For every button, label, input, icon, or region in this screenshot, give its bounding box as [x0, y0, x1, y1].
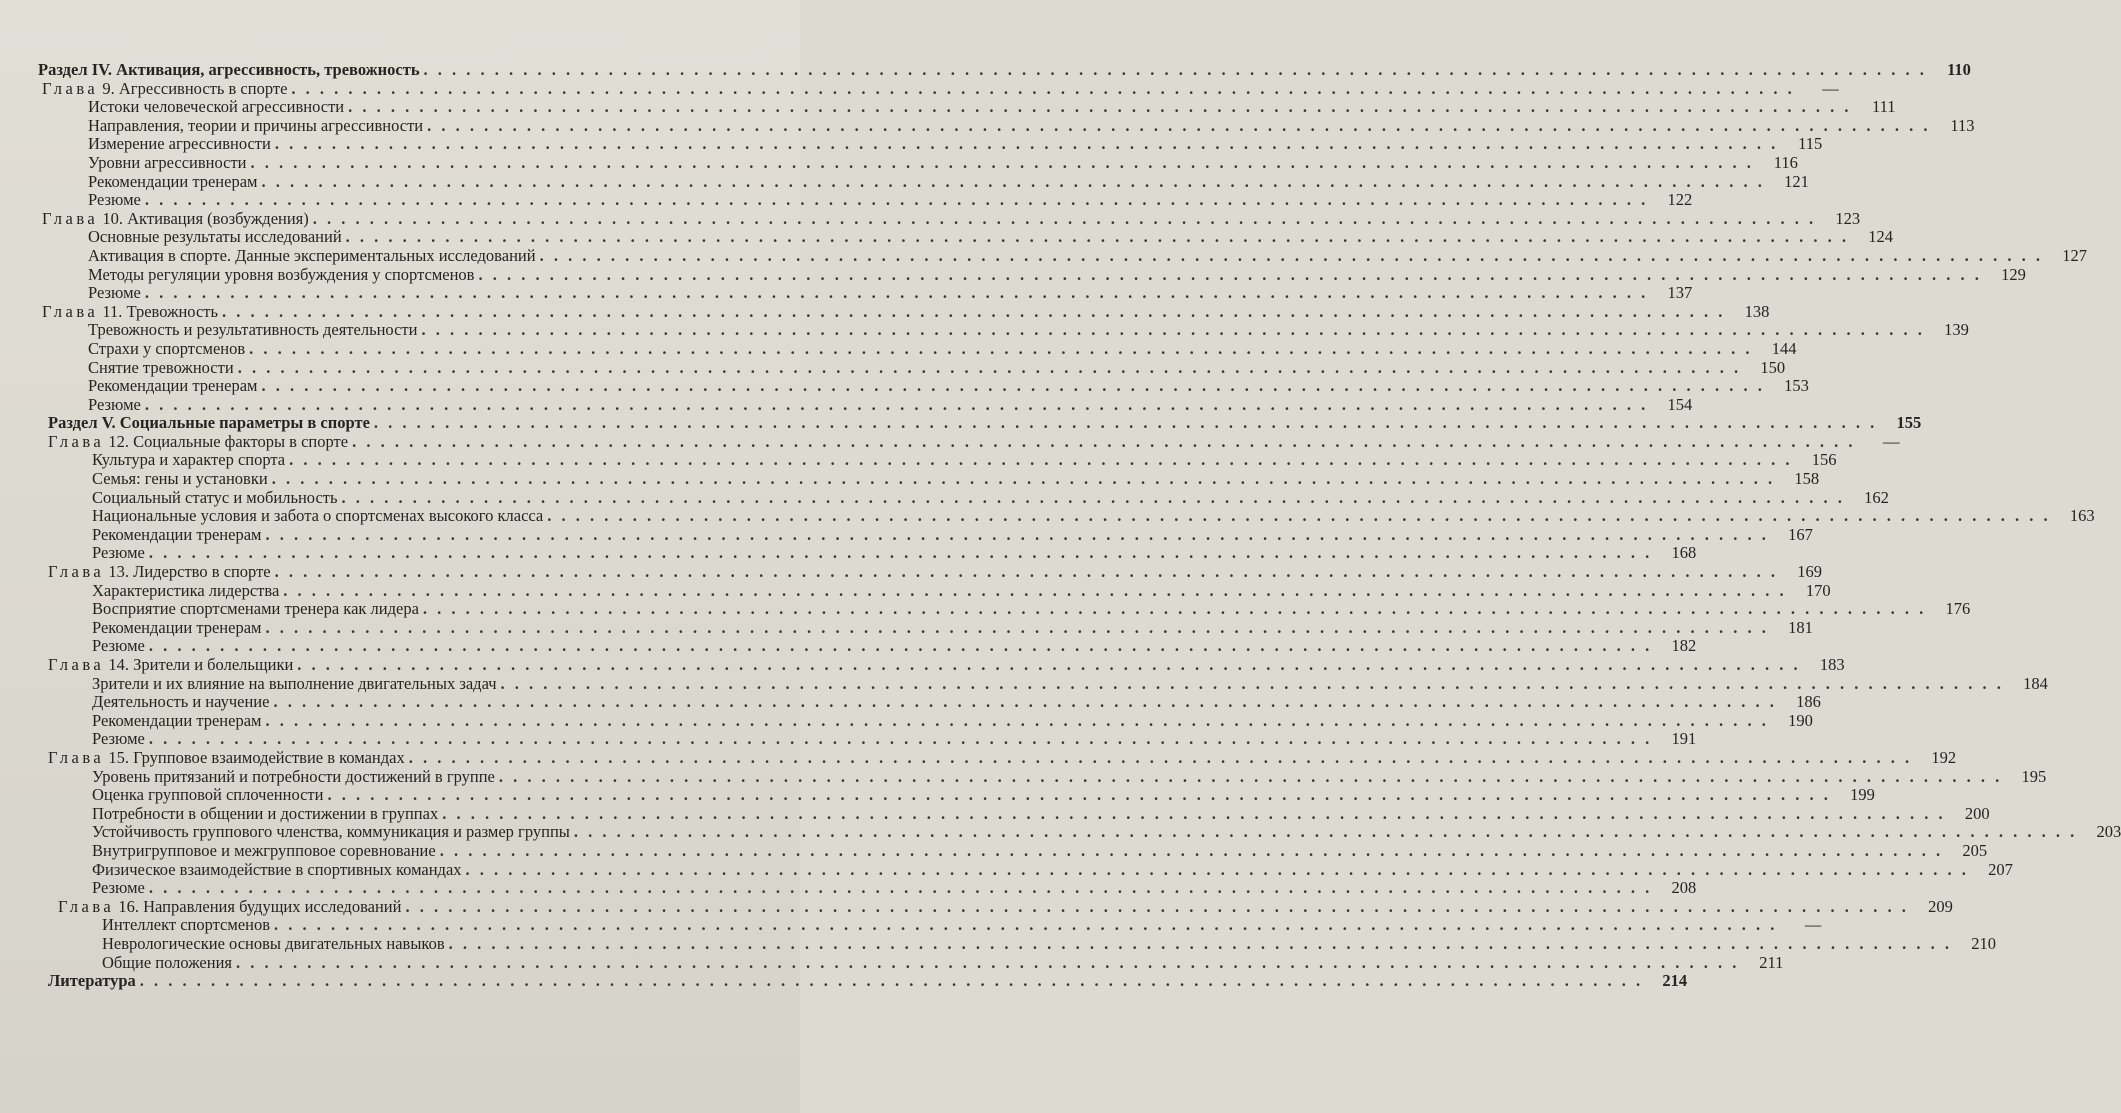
toc-item-row [38, 580, 1831, 601]
toc-entry-title: Устойчивость группового членства, коммуникация и размер группы [92, 822, 570, 842]
dot-leader [297, 656, 1800, 675]
dot-leader [265, 619, 1768, 638]
toc-page-number: 183 [1819, 655, 1845, 674]
dot-leader [149, 730, 1652, 749]
toc-item-row [38, 376, 1809, 396]
dot-leader [265, 712, 1768, 731]
toc-entry-title: Деятельность и научение [92, 692, 270, 712]
dot-leader [499, 768, 2002, 787]
toc-entry-title: Резюме [92, 636, 145, 656]
toc-entry-title: Оценка групповой сплоченности [92, 785, 324, 805]
chapter-label: Глава [42, 301, 99, 321]
toc-item-row [38, 227, 1894, 247]
toc-page-number: 191 [1671, 729, 1697, 749]
chapter-label: Глава [48, 431, 105, 451]
toc-chapter-row [38, 431, 1900, 452]
toc-item-row [38, 394, 1693, 415]
toc-page-number: 192 [1931, 747, 1957, 767]
toc-item-row [38, 710, 1813, 731]
toc-entry-title: Литература [48, 971, 136, 991]
toc-item-row [38, 245, 2087, 266]
toc-entry-title: Семья: гены и установки [92, 469, 268, 489]
toc-entry-title: Характеристика лидерства [92, 580, 280, 600]
toc-entry-title: Основные результаты исследований [88, 227, 342, 247]
dot-leader [145, 396, 1648, 415]
dot-leader [346, 228, 1849, 247]
toc-chapter-row [38, 208, 1861, 229]
toc-entry-title: Национальные условия и забота о спортсменах высокого класса [92, 506, 544, 526]
toc-entry-title: Раздел V. Социальные параметры в спорте [48, 413, 370, 433]
toc-page-number: 115 [1798, 134, 1823, 154]
toc-page-number: 190 [1788, 710, 1813, 730]
toc-entry-title: Уровни агрессивности [88, 152, 247, 172]
dot-leader [449, 935, 1952, 954]
toc-page-number: 168 [1671, 543, 1697, 563]
dot-leader [427, 117, 1930, 136]
chapter-title: 11. Тревожность [98, 301, 219, 321]
chapter-label: Глава [58, 896, 115, 916]
dot-leader [265, 526, 1768, 545]
toc-chapter-row [38, 78, 1839, 99]
dot-leader [423, 600, 1926, 619]
toc-page-number: — [1822, 78, 1839, 98]
toc-entry-title: Резюме [92, 729, 145, 749]
toc-entry-title: Социальный статус и мобильность [92, 487, 338, 507]
toc-entry-title: Потребности в общении и достижении в группах [92, 803, 439, 823]
toc-entry-title [42, 80, 287, 99]
toc-page-number: 116 [1773, 152, 1798, 172]
toc-page-number: 184 [2023, 673, 2048, 693]
chapter-label: Глава [42, 78, 99, 98]
chapter-title: 15. Групповое взаимодействие в командах [104, 747, 405, 767]
toc-page-number: 155 [1896, 413, 1922, 433]
toc-page-number: 181 [1788, 617, 1813, 637]
toc-entry-title [42, 210, 309, 229]
toc-item-row [38, 543, 1697, 563]
toc-entry-title: Тревожность и результативность деятельности [88, 320, 418, 340]
dot-leader [478, 266, 1981, 285]
toc-entry-title: Уровень притязаний и потребности достижений в группе [92, 766, 495, 786]
dot-leader [249, 340, 1752, 359]
toc-page-number: 209 [1928, 896, 1953, 916]
toc-item-row [38, 190, 1693, 210]
toc-page-number: 208 [1671, 878, 1697, 898]
toc-page-number: 176 [1945, 599, 1971, 619]
toc-item-row [38, 915, 1822, 935]
toc-entry-title: Интеллект спортсменов [102, 915, 271, 935]
toc-entry-title [42, 303, 218, 322]
toc-entry-title: Зрители и их влияние на выполнение двигательных задач [92, 673, 497, 693]
toc-entry-title: Резюме [92, 878, 145, 898]
toc-item-row [38, 859, 2013, 880]
chapter-title: 16. Направления будущих исследований [114, 896, 402, 916]
dot-leader [421, 321, 1924, 340]
toc-item-row [38, 636, 1697, 656]
chapter-title: 13. Лидерство в спорте [104, 562, 271, 582]
toc-page-number: 182 [1671, 636, 1697, 656]
toc-page-number: 129 [2001, 264, 2026, 284]
chapter-title: 12. Социальные факторы в спорте [104, 431, 349, 451]
dot-leader [466, 861, 1969, 880]
toc-item-row [38, 487, 1889, 508]
toc-entry-title [58, 898, 401, 917]
toc-entry-title [48, 656, 293, 675]
dot-leader [145, 191, 1648, 210]
chapter-label: Глава [48, 655, 105, 674]
toc-entry-title: Физическое взаимодействие в спортивных командах [92, 859, 462, 879]
toc-page-number: 205 [1962, 840, 1988, 860]
dot-leader [251, 154, 1754, 173]
dot-leader [440, 842, 1943, 861]
toc-item-row [38, 283, 1693, 303]
toc-page-number: 154 [1667, 394, 1693, 414]
toc-chapter-row [38, 301, 1770, 322]
toc-entry-title: Рекомендации тренерам [88, 376, 258, 396]
toc-entry-title [48, 749, 405, 768]
toc-entry-title: Неврологические основы двигательных навыков [102, 933, 445, 953]
toc-item-row [38, 469, 1820, 489]
toc-entry-title: Резюме [92, 543, 145, 563]
toc-entry-title: Резюме [88, 283, 141, 303]
chapter-label: Глава [42, 208, 99, 228]
toc-item-row [38, 134, 1823, 154]
dot-leader [327, 786, 1830, 805]
dot-leader [405, 898, 1908, 917]
dot-leader [348, 98, 1851, 117]
toc-item-row [38, 803, 1990, 824]
toc-page-number: 195 [2021, 766, 2047, 786]
toc-page-number: 113 [1950, 115, 1975, 135]
toc-entry-title: Рекомендации тренерам [92, 710, 262, 730]
toc-item-row [38, 952, 1784, 973]
toc-page-number: 137 [1667, 283, 1693, 303]
toc-item-row [38, 115, 1975, 136]
toc-item-row [38, 673, 2048, 694]
toc-page-number: 163 [2069, 506, 2095, 526]
toc-item-row [38, 524, 1813, 545]
dot-leader [149, 879, 1652, 898]
toc-entry-title: Рекомендации тренерам [88, 171, 258, 191]
toc-item-row [38, 97, 1896, 117]
toc-item-row [38, 599, 1971, 619]
toc-item-row [38, 617, 1813, 638]
toc-item-row [38, 171, 1809, 192]
toc-item-row [38, 729, 1697, 749]
dot-leader [275, 135, 1778, 154]
toc-page-number: 158 [1794, 469, 1820, 489]
toc-page-number: 139 [1944, 320, 1969, 340]
toc-page-number: 127 [2062, 245, 2087, 265]
toc-page-number: 210 [1971, 933, 1996, 953]
toc-chapter-row [38, 562, 1822, 582]
toc-entry-title: Рекомендации тренерам [92, 524, 262, 544]
toc-item-row [38, 840, 1988, 861]
toc-page-number: 203 [2096, 822, 2121, 842]
toc-entry-title: Культура и характер спорта [92, 450, 286, 470]
dot-leader [238, 359, 1741, 378]
dot-leader [540, 247, 2043, 266]
toc-page-number: 199 [1850, 785, 1875, 805]
dot-leader [145, 284, 1648, 303]
toc-page-number: 200 [1964, 803, 1990, 823]
toc-entry-title: Внутригрупповое и межгрупповое соревнование [92, 840, 436, 860]
chapter-title: 10. Активация (возбуждения) [98, 208, 309, 228]
dot-leader [261, 173, 1764, 192]
toc-entry-title: Направления, теории и причины агрессивности [88, 115, 424, 135]
toc-entry-title: Снятие тревожности [88, 357, 234, 377]
toc-entry-title: Активация в спорте. Данные экспериментальных исследований [88, 245, 536, 265]
dot-leader [313, 210, 1816, 229]
dot-leader [409, 749, 1912, 768]
dot-leader [149, 637, 1652, 656]
dot-leader [273, 693, 1776, 712]
dot-leader [342, 489, 1845, 508]
dot-leader [442, 805, 1945, 824]
toc-page-number: 162 [1864, 487, 1889, 507]
toc-entry-title: Раздел IV. Активация, агрессивность, тревожность [38, 60, 420, 79]
toc-page-number: 110 [1947, 60, 1971, 79]
toc-section-row [38, 413, 1922, 433]
dot-leader [424, 61, 1927, 80]
toc-entry-title: Рекомендации тренерам [92, 617, 262, 637]
dot-leader [374, 414, 1877, 433]
toc-page-number: 122 [1667, 190, 1693, 210]
toc-page-number: — [1882, 431, 1900, 451]
toc-entry-title: Измерение агрессивности [88, 134, 271, 154]
toc-chapter-row [38, 896, 1953, 917]
dot-leader [272, 470, 1775, 489]
toc-entry-title [48, 563, 271, 582]
toc-item-row [38, 766, 2047, 787]
toc-section-row [38, 60, 1971, 80]
dot-leader [261, 377, 1764, 396]
toc-page-number: 111 [1871, 97, 1896, 117]
toc-page-number: 156 [1811, 450, 1837, 470]
toc-page-number: 207 [1988, 859, 2013, 879]
toc-chapter-row [38, 655, 1845, 675]
dot-leader [222, 303, 1725, 322]
toc-page-number: 150 [1760, 357, 1786, 377]
toc-page-number: 153 [1784, 376, 1809, 396]
toc-entry-title: Общие положения [102, 952, 232, 972]
toc-item-row [38, 320, 1969, 340]
toc-page-number: 167 [1788, 524, 1813, 544]
dot-leader [140, 972, 1643, 991]
toc-item-row [38, 878, 1697, 898]
chapter-label: Глава [48, 747, 105, 767]
toc-section-row [38, 971, 1688, 991]
dot-leader [501, 675, 2004, 694]
chapter-title: 9. Агрессивность в спорте [98, 78, 288, 98]
toc-item-row [38, 450, 1837, 470]
dot-leader [149, 544, 1652, 563]
toc-entry-title: Методы регуляции уровня возбуждения у спортсменов [88, 264, 475, 284]
dot-leader [291, 80, 1794, 99]
dot-leader [275, 563, 1778, 582]
toc-page-number: 214 [1662, 971, 1688, 991]
dot-leader [236, 954, 1739, 973]
toc-item-row [38, 785, 1875, 805]
toc-entry-title: Восприятие спортсменами тренера как лидера [92, 599, 419, 619]
toc-page-number: 121 [1784, 171, 1809, 191]
table-of-contents [38, 60, 2121, 991]
dot-leader [547, 507, 2050, 526]
toc-page-number: 123 [1835, 208, 1861, 228]
dot-leader [283, 582, 1786, 601]
toc-page-number: 144 [1771, 338, 1797, 358]
toc-item-row [38, 506, 2095, 526]
toc-page-number: — [1804, 915, 1822, 935]
toc-item-row [38, 692, 1821, 712]
toc-item-row [38, 338, 1797, 359]
toc-entry-title: Резюме [88, 190, 141, 210]
toc-item-row [38, 152, 1798, 173]
toc-entry-title [48, 433, 348, 452]
toc-entry-title: Страхи у спортсменов [88, 338, 246, 358]
dot-leader [574, 823, 2077, 842]
toc-chapter-row [38, 747, 1957, 768]
chapter-label: Глава [48, 562, 105, 582]
dot-leader [274, 916, 1777, 935]
toc-item-row [38, 357, 1786, 378]
toc-entry-title: Истоки человеческой агрессивности [88, 97, 345, 117]
toc-item-row [38, 822, 2121, 842]
toc-page-number: 211 [1759, 952, 1784, 972]
dot-leader [289, 451, 1792, 470]
chapter-title: 14. Зрители и болельщики [104, 655, 294, 674]
toc-page-number: 170 [1805, 580, 1831, 600]
toc-page-number: 169 [1797, 562, 1822, 582]
toc-entry-title: Резюме [88, 394, 141, 414]
toc-item-row [38, 264, 2026, 285]
toc-page-number: 138 [1744, 301, 1770, 321]
dot-leader [352, 433, 1855, 452]
toc-item-row [38, 933, 1996, 954]
toc-page-number: 186 [1796, 692, 1821, 712]
toc-page-number: 124 [1868, 227, 1894, 247]
